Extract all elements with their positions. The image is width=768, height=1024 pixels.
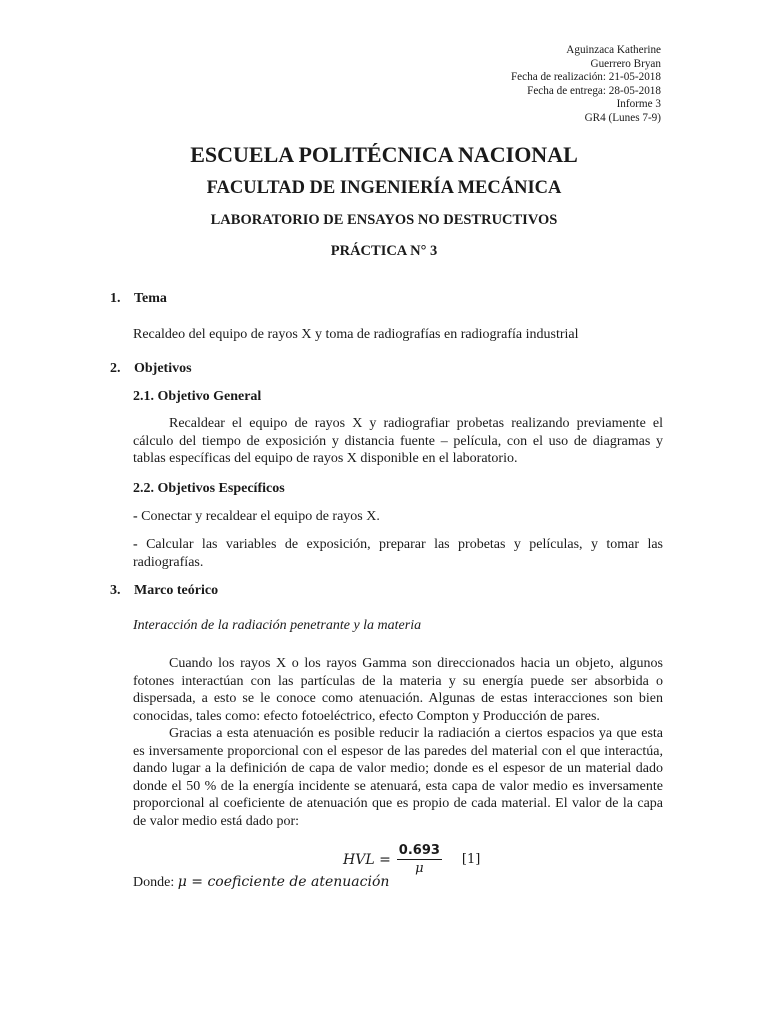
- formula-lhs: HVL =: [343, 851, 391, 868]
- formula-denominator: μ: [415, 861, 424, 876]
- objetivo-especifico-item: [133, 508, 663, 526]
- donde-label: Donde:: [133, 875, 175, 890]
- marco-paragraph-1: Cuando los rayos X o los rayos Gamma son direccionados hacia un objeto, algunos fotones interactúan con las partículas de la materia y su energía puede ser absorbida o dispersada, a esto se le conoce como atenuación. Algunas de estas interacciones son bien conocidas, tales como: efecto fotoeléctrico, efecto Compton y Producción de pares.: [133, 656, 663, 724]
- objetivo-especifico-text: Calcular las variables de exposición, preparar las probetas y películas, y tomar las radiografías.: [133, 537, 664, 570]
- bullet-marker: -: [133, 537, 138, 552]
- donde-math: μ = coeficiente de atenuación: [177, 874, 390, 890]
- formula-numerator: 0.693: [398, 843, 440, 858]
- marco-subtitle: Interacción de la radiación penetrante y la materia: [133, 618, 422, 633]
- header-line: Aguinzaca Katherine: [566, 44, 661, 56]
- header-line: GR4 (Lunes 7-9): [584, 111, 661, 124]
- author-header: [511, 44, 661, 126]
- header-line: Fecha de entrega: 28-05-2018: [527, 84, 661, 97]
- objetivo-especifico-text: Conectar y recaldear el equipo de rayos X.: [141, 509, 380, 524]
- formula-reference: [1]: [461, 852, 481, 867]
- objetivo-especifico-item: [133, 536, 663, 571]
- school-title: ESCUELA POLITÉCNICA NACIONAL: [190, 142, 578, 167]
- section-title: Marco teórico: [134, 583, 219, 598]
- section-marco-heading: [110, 583, 218, 599]
- marco-paragraph-2: Gracias a esta atenuación es posible reducir la radiación a ciertos espacios ya que esta es inversamente proporcional con el espesor de las paredes del material con el que interactúa, dando lugar a la definición de capa de valor medio; donde es el espesor de un material dado donde el 50 % de la energía incidente se atenuará, esta capa de valor medio es inversamente proporcional al coeficiente de atenuación que es propio de cada material. El valor de la capa de valor medio está dado por:: [133, 726, 663, 829]
- section-number: 1.: [110, 291, 121, 306]
- objetivos-especificos-heading: 2.2. Objetivos Específicos: [133, 481, 285, 496]
- objetivo-general-text: Recaldear el equipo de rayos X y radiografiar probetas realizando previamente el cálculo del tiempo de exposición y distancia fuente – película, con el uso de diagramas y tablas específicas del equipo de rayos X disponible en el laboratorio.: [133, 416, 663, 466]
- objetivo-general-heading: 2.1. Objetivo General: [133, 389, 262, 404]
- hvl-formula: [343, 843, 480, 876]
- formula-fraction: [397, 843, 442, 876]
- tema-text: Recaldeo del equipo de rayos X y toma de radiografías en radiografía industrial: [133, 327, 579, 342]
- bullet-marker: -: [133, 509, 138, 524]
- section-number: 2.: [110, 361, 121, 376]
- practice-title: PRÁCTICA N° 3: [330, 243, 438, 259]
- section-title: Tema: [134, 291, 167, 306]
- section-number: 3.: [110, 583, 121, 598]
- section-objetivos-heading: [110, 361, 192, 377]
- section-tema-heading: [110, 291, 167, 307]
- lab-title: LABORATORIO DE ENSAYOS NO DESTRUCTIVOS: [210, 212, 558, 228]
- faculty-title: FACULTAD DE INGENIERÍA MECÁNICA: [206, 178, 562, 198]
- header-line: Fecha de realización: 21-05-2018: [510, 71, 661, 84]
- header-line: Guerrero Bryan: [590, 57, 661, 70]
- header-line: Informe 3: [616, 98, 661, 111]
- donde-definition: [133, 874, 389, 891]
- section-title: Objetivos: [134, 361, 192, 376]
